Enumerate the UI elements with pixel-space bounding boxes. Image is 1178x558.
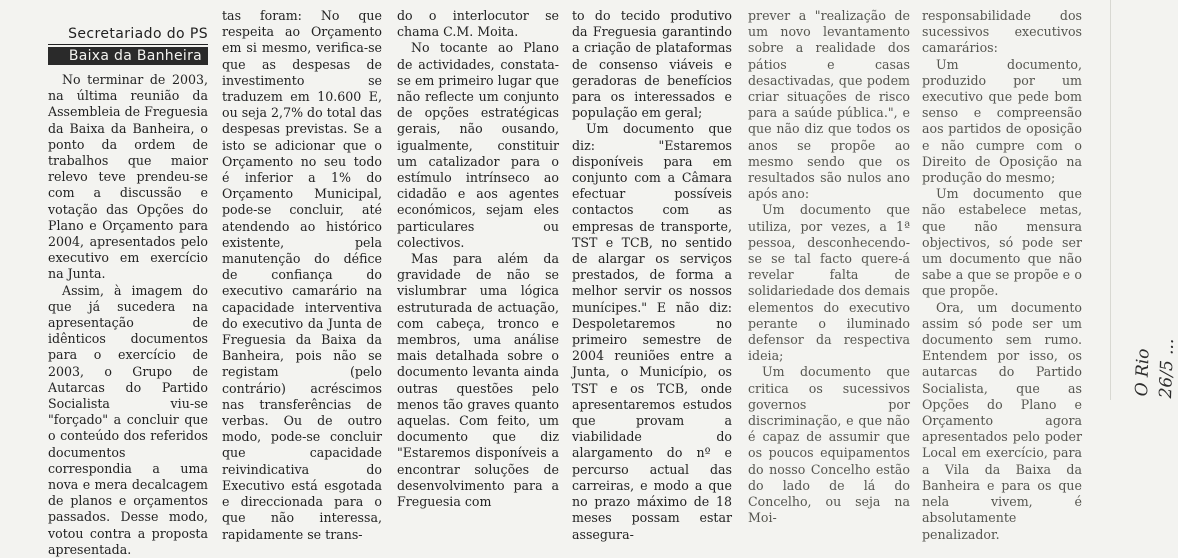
paragraph: to do tecido produtivo da Freguesia garantindo a criação de plataformas de consenso viáveis e geradoras de benefícios para os interessados e população em geral; xyxy=(572,8,732,121)
paragraph: Ora, um documento assim só pode ser um documento sem rumo. Entendem por isso, os autarcas do Partido Socialista, que as Opções do Plano e Orçamento agora apresentados pelo poder Local em exercício, para a Vila da Baixa da Banheira e para os que nela vivem, é absolutamente penalizador. xyxy=(922,299,1082,542)
paragraph: No terminar de 2003, na última reunião da Assembleia de Freguesia da Baixa da Banheira, o ponto da ordem de trabalhos que maior relevo teve prendeu-se com a discussão e votação das Opções do Plano e Orçamento para 2004, apresentados pelo executivo em exercício na Junta. xyxy=(48,72,208,282)
paragraph: Mas para além da gravidade de não se vislumbrar uma lógica estruturada de actuação, com cabeça, tronco e membros, uma análise mais detalhada sobre o documento levanta ainda outras questões pelo menos tão graves quanto aquelas. Com feito, um documento que diz "Estaremos disponíveis a encontrar soluções de desenvolvimento para a Freguesia com xyxy=(397,251,559,510)
page-edge-divider xyxy=(1110,0,1111,400)
paragraph: Um documento, produzido por um executivo que pede bom senso e compreensão aos partidos de oposição e não cumpre com o Direito de Oposição na produção do mesmo; xyxy=(922,56,1082,186)
location-banner: Baixa da Banheira xyxy=(48,47,208,65)
handwritten-line-2: 26/5 ... xyxy=(1156,338,1178,399)
column-5 xyxy=(748,8,910,526)
paragraph: Um documento que diz: "Estaremos disponíveis para em conjunto com a Câmara efectuar possíveis contactos com as empresas de transporte, TST e TCB, no sentido de alargar os serviços prestados, de forma a melhor servir os nossos munícipes." E não diz: Despoletaremos no primeiro semestre de 2004 reuniões entre a Junta, o Município, os TST e os TCB, onde apresentaremos estudos que provam a viabilidade do alargamento do nº e percurso actual das carreiras, e modo a que no prazo máximo de 18 meses possam estar assegura- xyxy=(572,121,732,542)
paragraph: Um documento que critica os sucessivos governos por discriminação, e que não é capaz de assumir que os poucos equipamentos do nosso Concelho estão do lado de lá do Concelho, ou seja na Moi- xyxy=(748,364,910,526)
paragraph: Um documento que não estabelece metas, que não mensura objectivos, só pode ser um documento que não sabe a que se propõe e o que propõe. xyxy=(922,186,1082,299)
paragraph: prever a "realização de um novo levantamento sobre a realidade dos pátios e casas desactivadas, que podem criar situações de risco para a saúde pública.", e que não diz que todos os anos se propõe ao mesmo sendo que os resultados são nulos ano após ano: xyxy=(748,8,910,202)
handwritten-note xyxy=(1116,318,1178,400)
paragraph: responsabilidade dos sucessivos executivos camarários: xyxy=(922,8,1082,56)
article-header xyxy=(48,26,208,65)
author-line: Secretariado do PS xyxy=(48,26,208,45)
paragraph: Um documento que utiliza, por vezes, a 1ª pessoa, desconhecendo-se se tal facto quere-á revelar falta de solidariedade dos demais elementos do executivo perante o iluminado defensor da respectiva ideia; xyxy=(748,202,910,364)
paragraph: No tocante ao Plano de actividades, constata-se em primeiro lugar que não reflecte um conjunto de opções estratégicas gerais, não ousando, igualmente, constituir um catalizador para o estímulo intrínseco ao cidadão e aos agentes económicos, sejam eles particulares ou colectivos. xyxy=(397,40,559,250)
paragraph: tas foram: No que respeita ao Orçamento em si mesmo, verifica-se que as despesas de investimento se traduzem em 10.600 E, ou seja 2,7% do total das despesas previstas. Se a isto se adicionar que o Orçamento no seu todo é inferior a 1% do Orçamento Municipal, pode-se concluir, até atendendo ao histórico existente, pela manutenção do défice de confiança do executivo camarário na capacidade interventiva do executivo da Junta de Freguesia da Baixa da Banheira, pois não se registam (pelo contrário) acréscimos nas transferências de verbas. Ou de outro modo, pode-se concluir que capacidade reivindicativa do Executivo está esgotada e direccionada para o que não interessa, rapidamente se trans- xyxy=(222,8,382,542)
handwritten-line-1: O Rio xyxy=(1132,348,1154,397)
column-6 xyxy=(922,8,1082,542)
paragraph: do o interlocutor se chama C.M. Moita. xyxy=(397,8,559,40)
column-4 xyxy=(572,8,732,542)
column-3 xyxy=(397,8,559,510)
paragraph: Assim, à imagem do que já sucedera na apresentação de idênticos documentos para o exercício de 2003, o Grupo de Autarcas do Partido Socialista viu-se "forçado" a concluir que o conteúdo dos referidos documentos correspondia a uma nova e mera decalcagem de planos e orçamentos passados. Desse modo, votou contra a proposta apresentada. xyxy=(48,282,208,557)
column-2 xyxy=(222,8,382,542)
column-1 xyxy=(48,72,208,557)
